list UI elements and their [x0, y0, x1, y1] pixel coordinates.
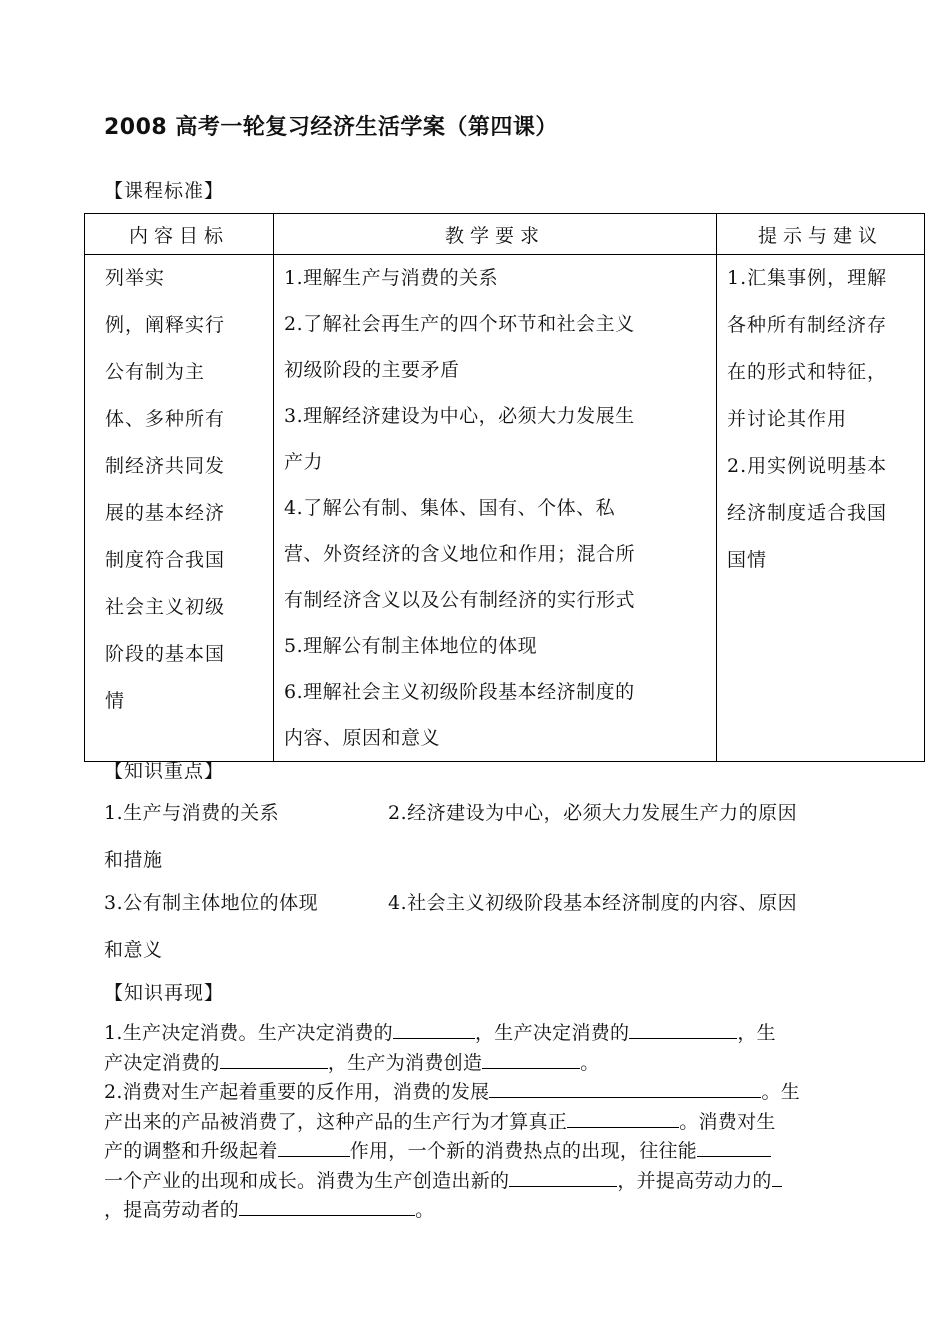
table-body-row — [85, 255, 925, 762]
recall-text: 。 — [580, 1051, 600, 1074]
recall-paragraphs — [104, 1018, 864, 1225]
section-heading-recall: 【知识再现】 — [104, 982, 225, 1004]
standards-table — [84, 213, 925, 762]
key-point-4-continued: 和意义 — [104, 939, 163, 961]
key-point-3: 3.公有制主体地位的体现 — [104, 892, 319, 914]
recall-text: 作用，一个新的消费热点的出现，往往能 — [349, 1140, 698, 1162]
recall-text: ，生产决定消费的 — [474, 1022, 630, 1044]
list-item: 2.了解社会再生产的四个环节和社会主义 — [284, 313, 635, 335]
key-point-4: 4.社会主义初级阶段基本经济制度的内容、原因 — [388, 892, 798, 914]
header-content-goal: 内容目标 — [85, 214, 274, 255]
fill-blank[interactable] — [278, 1136, 350, 1157]
recall-text: ，并提高劳动力的 — [617, 1169, 772, 1192]
recall-item-2 — [104, 1077, 864, 1225]
fill-blank[interactable] — [239, 1195, 415, 1216]
fill-blank[interactable] — [772, 1166, 782, 1187]
list-item: 3.理解经济建设为中心，必须大力发展生 — [284, 405, 635, 427]
recall-text: ，生产为消费创造 — [327, 1051, 483, 1074]
recall-text: 1.生产决定消费。生产决定消费的 — [104, 1022, 393, 1044]
section-heading-standards: 【课程标准】 — [104, 180, 225, 202]
list-item: 1.理解生产与消费的关系 — [284, 267, 499, 289]
key-point-1: 1.生产与消费的关系 — [104, 802, 280, 824]
recall-text: 产决定消费的 — [104, 1051, 220, 1074]
cell-content-goal — [85, 255, 274, 762]
fill-blank[interactable] — [489, 1077, 761, 1098]
list-item: 4.了解公有制、集体、国有、个体、私 — [284, 497, 616, 519]
list-item: 1.汇集事例，理解 — [727, 267, 888, 289]
fill-blank[interactable] — [629, 1018, 737, 1039]
table-header-row — [85, 214, 925, 255]
list-item: 5.理解公有制主体地位的体现 — [284, 635, 538, 657]
list-item: 在的形式和特征， — [727, 361, 888, 383]
page-title: 2008 高考一轮复习经济生活学案（第四课） — [104, 115, 558, 140]
list-item: 产力 — [284, 451, 324, 473]
list-item: 营、外资经济的含义地位和作用；混合所 — [284, 543, 636, 565]
content-goal-text: 列举实 例，阐释实行 公有制为主 体、多种所有 制经济共同发 展的基本经济 制度符合我国 社会主义初级 阶段的基本国 情 — [105, 267, 226, 712]
list-item: 并讨论其作用 — [727, 408, 848, 430]
key-point-2: 2.经济建设为中心，必须大力发展生产力的原因 — [388, 802, 798, 824]
fill-blank[interactable] — [220, 1048, 328, 1069]
list-item: 内容、原因和意义 — [284, 727, 441, 749]
recall-text: ，提高劳动者的 — [104, 1199, 240, 1221]
fill-blank[interactable] — [567, 1107, 679, 1128]
list-item: 有制经济含义以及公有制经济的实行形式 — [284, 589, 636, 611]
recall-text: 产的调整和升级起着 — [104, 1140, 278, 1162]
list-item: 初级阶段的主要矛盾 — [284, 359, 460, 381]
recall-text: 2.消费对生产起着重要的反作用，消费的发展 — [104, 1081, 490, 1103]
requirements-list — [274, 255, 716, 761]
recall-text: 。消费对生 — [679, 1110, 776, 1133]
fill-blank[interactable] — [482, 1048, 580, 1069]
recall-text: 产出来的产品被消费了，这种产品的生产行为才算真正 — [104, 1110, 568, 1133]
recall-text: 一个产业的出现和成长。消费为生产创造出新的 — [104, 1169, 510, 1192]
fill-blank[interactable] — [393, 1018, 475, 1039]
header-requirements: 教学要求 — [274, 214, 717, 255]
key-point-2-continued: 和措施 — [104, 849, 163, 871]
list-item: 国情 — [727, 549, 768, 571]
recall-text: 。 — [415, 1199, 435, 1221]
recall-text: 。生 — [761, 1081, 801, 1103]
header-tips: 提示与建议 — [717, 214, 925, 255]
list-item: 2.用实例说明基本 — [727, 455, 888, 477]
list-item: 经济制度适合我国 — [727, 502, 888, 524]
fill-blank[interactable] — [509, 1166, 617, 1187]
list-item: 各种所有制经济存 — [727, 314, 888, 336]
recall-item-1 — [104, 1018, 864, 1077]
fill-blank[interactable] — [697, 1136, 771, 1157]
cell-requirements — [274, 255, 717, 762]
tips-list — [717, 255, 924, 584]
section-heading-key-points: 【知识重点】 — [104, 760, 225, 782]
list-item: 6.理解社会主义初级阶段基本经济制度的 — [284, 681, 635, 703]
recall-text: ，生 — [737, 1022, 776, 1044]
cell-tips — [717, 255, 925, 762]
